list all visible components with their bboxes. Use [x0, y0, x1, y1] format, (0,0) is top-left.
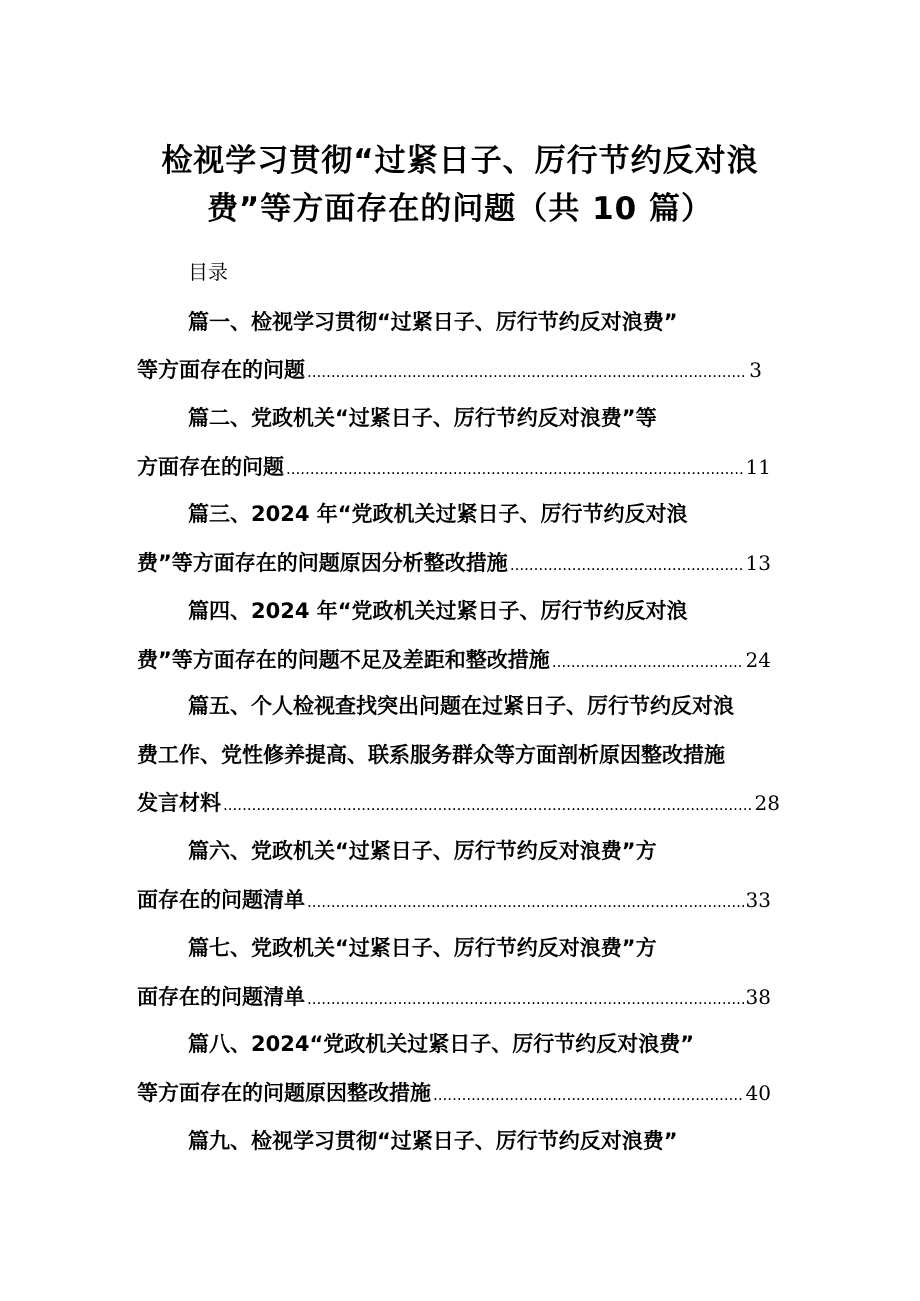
toc-entry-5-page: 28: [754, 791, 780, 815]
toc-entry-4-line-1: 篇四、2024 年“党政机关过紧日子、厉行节约反对浪: [188, 599, 688, 623]
toc-entry-2-last-line: 方面存在的问题: [137, 455, 284, 479]
toc-entry-4-last-line: 费”等方面存在的问题不足及差距和整改措施: [137, 648, 550, 672]
dot-leader: [286, 460, 744, 478]
toc-entry-6-leader: [137, 884, 771, 914]
toc-entry-3-leader: [137, 547, 771, 577]
toc-entry-3-page: 13: [745, 551, 771, 575]
toc-entry-1-line-1: 篇一、检视学习贯彻“过紧日子、厉行节约反对浪费”: [188, 310, 678, 334]
toc-entry-6-last-line: 面存在的问题清单: [137, 888, 305, 912]
toc-entry-7-line-1: 篇七、党政机关“过紧日子、厉行节约反对浪费”方: [188, 936, 657, 960]
dot-leader: [307, 363, 747, 381]
dot-leader: [307, 893, 744, 911]
toc-entry-5-line-1: 篇五、个人检视查找突出问题在过紧日子、厉行节约反对浪: [188, 694, 734, 718]
toc-entry-5-leader: [137, 787, 780, 817]
toc-entry-7-last-line: 面存在的问题清单: [137, 985, 305, 1009]
toc-entry-1-leader: [137, 354, 762, 384]
toc-entry-6-page: 33: [745, 888, 771, 912]
toc-entry-4-page: 24: [745, 648, 771, 672]
dot-leader: [552, 653, 744, 671]
toc-entry-8-last-line: 等方面存在的问题原因整改措施: [137, 1081, 431, 1105]
toc-entry-6-line-1: 篇六、党政机关“过紧日子、厉行节约反对浪费”方: [188, 839, 657, 863]
dot-leader: [433, 1086, 744, 1104]
dot-leader: [223, 796, 753, 814]
dot-leader: [510, 556, 744, 574]
toc-entry-9-line-1: 篇九、检视学习贯彻“过紧日子、厉行节约反对浪费”: [188, 1129, 678, 1153]
toc-entry-7-leader: [137, 981, 771, 1011]
dot-leader: [307, 990, 744, 1008]
toc-entry-4-leader: [137, 644, 771, 674]
toc-entry-2-leader: [137, 451, 771, 481]
toc-entry-3-line-1: 篇三、2024 年“党政机关过紧日子、厉行节约反对浪: [188, 502, 688, 526]
toc-entry-1-last-line: 等方面存在的问题: [137, 358, 305, 382]
toc-entry-5-last-line: 发言材料: [137, 791, 221, 815]
toc-entry-8-line-1: 篇八、2024“党政机关过紧日子、厉行节约反对浪费”: [188, 1032, 695, 1056]
toc-entry-2-page: 11: [745, 455, 771, 479]
toc-heading: 目录: [188, 260, 228, 284]
toc-entry-8-page: 40: [745, 1081, 771, 1105]
toc-entry-1-page: 3: [749, 358, 762, 382]
document-title-line-2: 费”等方面存在的问题（共 10 篇）: [206, 191, 714, 227]
document-title-line-1: 检视学习贯彻“过紧日子、厉行节约反对浪: [161, 143, 759, 179]
toc-entry-8-leader: [137, 1077, 771, 1107]
toc-entry-3-last-line: 费”等方面存在的问题原因分析整改措施: [137, 551, 508, 575]
toc-entry-5-line-2: 费工作、党性修养提高、联系服务群众等方面剖析原因整改措施: [137, 743, 725, 767]
toc-entry-7-page: 38: [745, 985, 771, 1009]
toc-entry-2-line-1: 篇二、党政机关“过紧日子、厉行节约反对浪费”等: [188, 406, 657, 430]
